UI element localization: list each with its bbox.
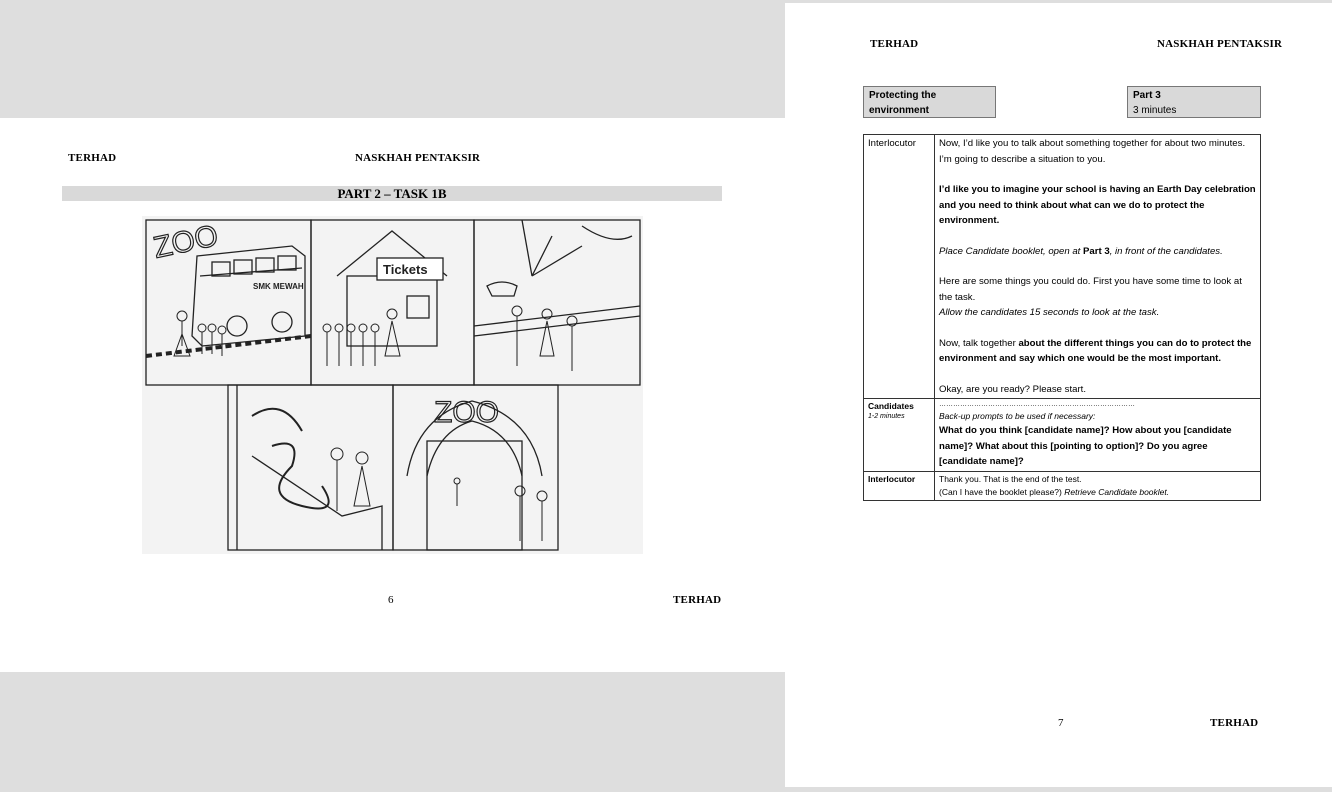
part-label: Part 3 [1133,90,1161,101]
backup-note: Back-up prompts to be used if necessary: [939,411,1096,421]
tickets-sign: Tickets [383,262,428,277]
role-cell [864,399,935,472]
script-cell [935,135,1261,399]
role-label: Interlocutor [868,473,916,484]
footer-terhad: TERHAD [673,594,722,606]
part-title-bar: PART 2 – TASK 1B [62,186,722,201]
header-terhad: TERHAD [870,38,919,50]
script-paragraph: Okay, are you ready? Please start. [939,383,1086,395]
script-cell [935,399,1261,472]
panel-snake [228,385,393,550]
table-row [864,135,1261,399]
backup-prompts: What do you think [candidate name]? How about you [candidate name]? What about this [pointing to option]? Do you agree [candidate name]? [939,425,1232,467]
script-paragraph: Now, I’d like you to talk about something together for about two minutes. I’m going to describe a situation to you. [939,138,1246,165]
script-instruction: Allow the candidates 15 seconds to look at the task. [939,307,1160,318]
script-paragraph: (Can I have the booklet please?) Retrieve Candidate booklet. [939,486,1170,497]
zoo-sign-1: ZOO [150,219,222,265]
duration-label: 3 minutes [1133,105,1177,116]
script-instruction: Place Candidate booklet, open at Part 3, in front of the candidates. [939,245,1223,257]
script-table [863,134,1261,501]
page-number: 7 [1058,717,1064,729]
footer-terhad: TERHAD [1210,717,1259,729]
role-label: Candidates [868,401,914,411]
role-cell [864,471,935,500]
part-box [1127,86,1261,118]
role-label: Interlocutor [868,138,916,149]
header-naskhah-pentaksir: NASKHAH PENTAKSIR [1157,38,1283,50]
time-label: 1-2 minutes [868,413,905,420]
topic-box: Protecting the environment [863,86,996,118]
header-terhad: TERHAD [68,152,117,164]
dotted-line: ………………………………………………………………………… [939,401,1135,408]
comic-svg [142,216,643,554]
panel-tiger [474,220,640,385]
page-number: 6 [388,594,394,606]
right-page [785,3,1332,787]
script-paragraph: Here are some things you could do. First you have some time to look at the task. [939,276,1242,303]
role-cell [864,135,935,399]
script-cell [935,471,1261,500]
table-row [864,399,1261,472]
table-row [864,471,1261,500]
comic-illustration [142,216,643,554]
left-page [0,118,785,672]
zoo-sign-2: ZOO [434,396,499,429]
header-naskhah-pentaksir: NASKHAH PENTAKSIR [355,152,481,164]
script-paragraph: I’d like you to imagine your school is having an Earth Day celebration and you need to think about what can we do to protect the environment. [939,184,1256,226]
script-paragraph: Now, talk together about the different things you can do to protect the environment and say which one would be the most important. [939,337,1252,364]
panel-tickets [311,220,474,385]
bus-label: SMK MEWAH [253,282,304,291]
script-paragraph: Thank you. That is the end of the test. [939,473,1082,484]
